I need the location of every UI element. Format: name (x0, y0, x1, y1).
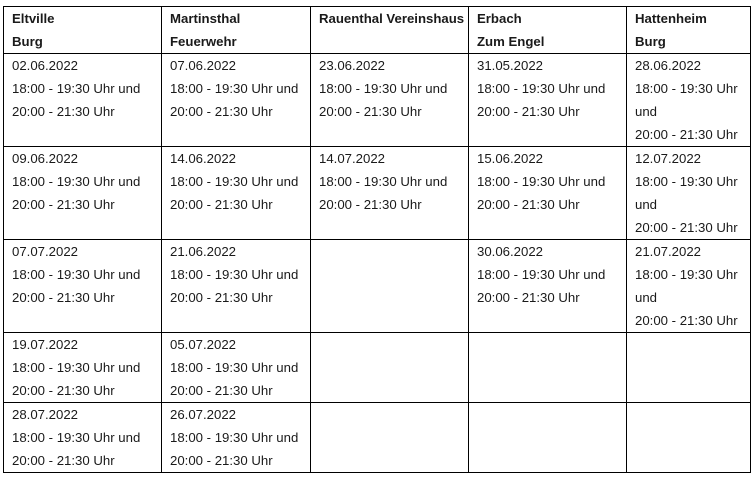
time-text: 18:00 - 19:30 Uhr und (12, 360, 141, 375)
table-cell (469, 403, 627, 473)
time-text: 20:00 - 21:30 Uhr (12, 104, 115, 119)
header-cell-erbach (469, 7, 627, 54)
time-text: 18:00 - 19:30 Uhr (635, 81, 738, 96)
time-text: 18:00 - 19:30 Uhr und (12, 267, 141, 282)
header-venue: Zum Engel (477, 34, 545, 49)
time-text: 20:00 - 21:30 Uhr (12, 453, 115, 468)
table-cell (627, 147, 751, 240)
date-text: 02.06.2022 (12, 58, 79, 73)
time-text: 20:00 - 21:30 Uhr (635, 220, 738, 235)
date-text: 30.06.2022 (477, 244, 544, 259)
table-cell (469, 240, 627, 333)
table-cell (311, 147, 469, 240)
header-cell-rauenthal (311, 7, 469, 54)
date-text: 23.06.2022 (319, 58, 386, 73)
time-text: und (635, 197, 658, 212)
time-text: 20:00 - 21:30 Uhr (477, 290, 580, 305)
table-cell (162, 333, 311, 403)
header-location: Erbach (477, 11, 522, 26)
header-venue: Feuerwehr (170, 34, 237, 49)
schedule-body (4, 54, 751, 473)
time-text: 20:00 - 21:30 Uhr (12, 197, 115, 212)
time-text: 18:00 - 19:30 Uhr (635, 267, 738, 282)
time-text: 18:00 - 19:30 Uhr und (12, 174, 141, 189)
time-text: 18:00 - 19:30 Uhr und (170, 430, 299, 445)
table-cell (162, 240, 311, 333)
table-cell (627, 403, 751, 473)
table-cell (469, 147, 627, 240)
table-cell (4, 403, 162, 473)
time-text: 20:00 - 21:30 Uhr (635, 127, 738, 142)
time-text: 20:00 - 21:30 Uhr (319, 197, 422, 212)
table-cell (311, 240, 469, 333)
table-cell (627, 333, 751, 403)
header-venue (319, 30, 468, 53)
header-cell-eltville (4, 7, 162, 54)
date-text: 09.06.2022 (12, 151, 79, 166)
time-text: 20:00 - 21:30 Uhr (170, 104, 273, 119)
table-row (4, 240, 751, 333)
table-row (4, 147, 751, 240)
table-cell (4, 147, 162, 240)
table-cell (311, 54, 469, 147)
time-text: 20:00 - 21:30 Uhr (319, 104, 422, 119)
date-text: 21.06.2022 (170, 244, 237, 259)
header-venue: Burg (635, 34, 666, 49)
table-row (4, 333, 751, 403)
header-location: Eltville (12, 11, 55, 26)
table-row (4, 54, 751, 147)
time-text: 20:00 - 21:30 Uhr (12, 290, 115, 305)
header-location: Martinsthal (170, 11, 241, 26)
time-text: 20:00 - 21:30 Uhr (477, 197, 580, 212)
date-text: 28.07.2022 (12, 407, 79, 422)
table-cell (469, 333, 627, 403)
table-cell (469, 54, 627, 147)
date-text: 26.07.2022 (170, 407, 237, 422)
schedule-table (3, 6, 751, 473)
time-text: 18:00 - 19:30 Uhr und (170, 360, 299, 375)
table-cell (4, 333, 162, 403)
date-text: 14.06.2022 (170, 151, 237, 166)
table-cell (311, 333, 469, 403)
date-text: 15.06.2022 (477, 151, 544, 166)
table-cell (4, 54, 162, 147)
date-text: 19.07.2022 (12, 337, 79, 352)
table-cell (627, 240, 751, 333)
time-text: 18:00 - 19:30 Uhr und (12, 430, 141, 445)
date-text: 12.07.2022 (635, 151, 702, 166)
date-text: 07.07.2022 (12, 244, 79, 259)
time-text: 18:00 - 19:30 Uhr (635, 174, 738, 189)
time-text: 18:00 - 19:30 Uhr und (477, 81, 606, 96)
table-cell (311, 403, 469, 473)
time-text: 20:00 - 21:30 Uhr (477, 104, 580, 119)
table-cell (162, 403, 311, 473)
time-text: 20:00 - 21:30 Uhr (170, 383, 273, 398)
table-cell (627, 54, 751, 147)
time-text: 20:00 - 21:30 Uhr (635, 313, 738, 328)
header-cell-martinsthal (162, 7, 311, 54)
time-text: 20:00 - 21:30 Uhr (170, 197, 273, 212)
header-venue: Burg (12, 34, 43, 49)
date-text: 31.05.2022 (477, 58, 544, 73)
time-text: 18:00 - 19:30 Uhr und (170, 267, 299, 282)
date-text: 07.06.2022 (170, 58, 237, 73)
date-text: 05.07.2022 (170, 337, 237, 352)
time-text: 20:00 - 21:30 Uhr (12, 383, 115, 398)
table-cell (4, 240, 162, 333)
time-text: und (635, 290, 658, 305)
header-row (4, 7, 751, 54)
header-location: Hattenheim (635, 11, 707, 26)
time-text: 18:00 - 19:30 Uhr und (477, 267, 606, 282)
time-text: 20:00 - 21:30 Uhr (170, 290, 273, 305)
time-text: 18:00 - 19:30 Uhr und (319, 81, 448, 96)
table-cell (162, 54, 311, 147)
time-text: und (635, 104, 658, 119)
date-text: 14.07.2022 (319, 151, 386, 166)
table-row (4, 403, 751, 473)
time-text: 18:00 - 19:30 Uhr und (170, 81, 299, 96)
time-text: 18:00 - 19:30 Uhr und (319, 174, 448, 189)
header-location: Rauenthal Vereinshaus (319, 11, 465, 26)
date-text: 21.07.2022 (635, 244, 702, 259)
date-text: 28.06.2022 (635, 58, 702, 73)
time-text: 20:00 - 21:30 Uhr (170, 453, 273, 468)
time-text: 18:00 - 19:30 Uhr und (12, 81, 141, 96)
header-cell-hattenheim (627, 7, 751, 54)
time-text: 18:00 - 19:30 Uhr und (477, 174, 606, 189)
time-text: 18:00 - 19:30 Uhr und (170, 174, 299, 189)
table-cell (162, 147, 311, 240)
